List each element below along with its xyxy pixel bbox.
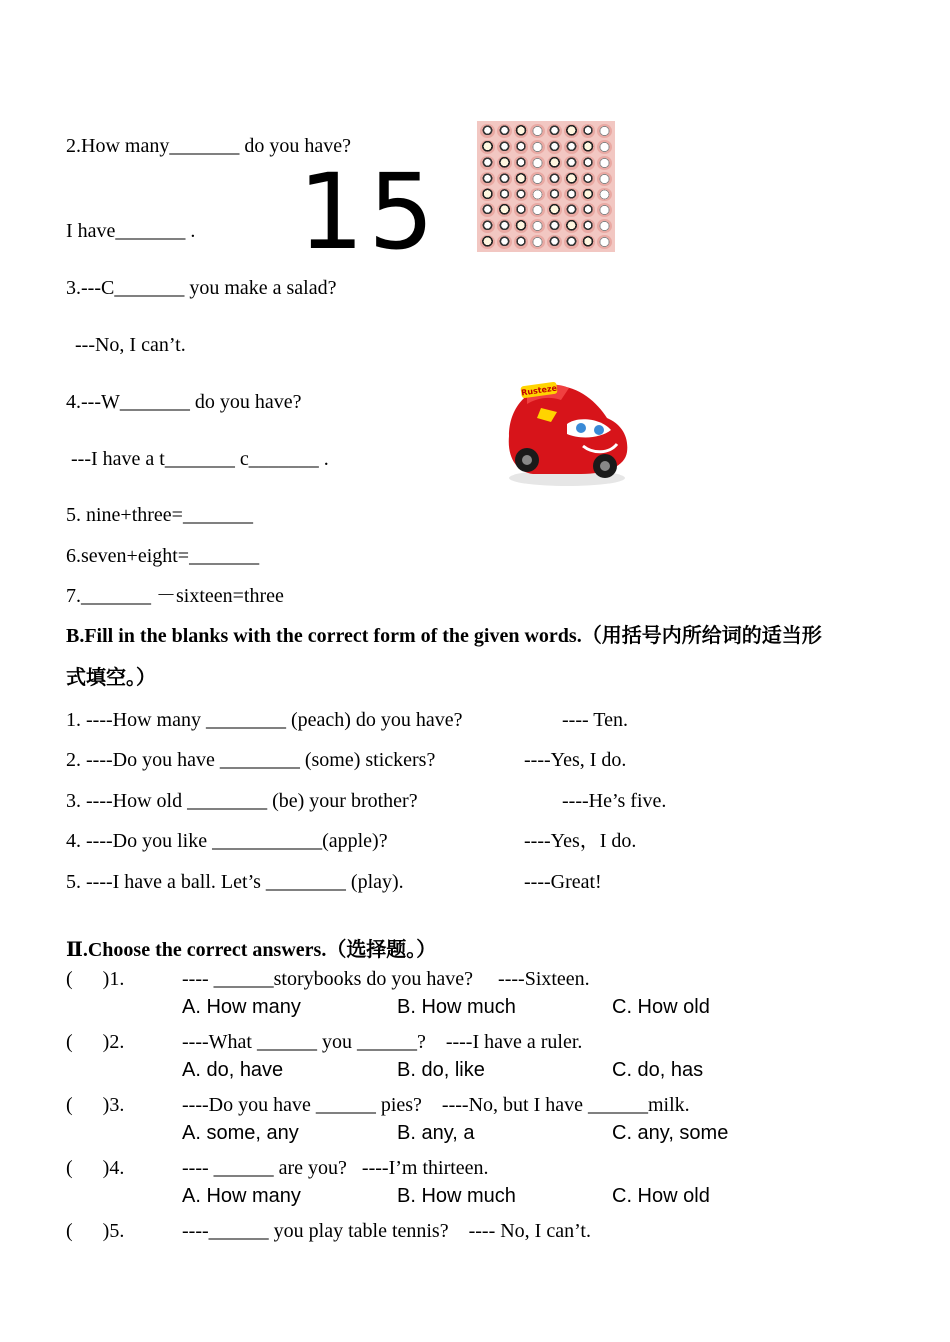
mc-question-4: ---- ______ are you? ----I’m thirteen. [182,1157,489,1179]
mc-option-4a: A. How many [182,1185,301,1207]
b-answer-1: ---- Ten. [562,709,628,731]
mc-number-1: ( )1. [66,968,125,990]
mc-question-3: ----Do you have ______ pies? ----No, but I have ______milk. [182,1094,690,1116]
question-3: 3.---C_______ you make a salad? [66,277,337,299]
toy-car-image [497,378,635,490]
mc-option-2c: C. do, has [612,1059,704,1081]
mc-option-3c: C. any, some [612,1122,729,1144]
mc-number-5: ( )5. [66,1220,125,1242]
b-answer-4: ----Yes，I do. [524,830,637,852]
b-answer-3: ----He’s five. [562,790,667,812]
b-question-1: 1. ----How many ________ (peach) do you have? [66,709,463,731]
mc-option-2a: A. do, have [182,1059,284,1081]
answer-2: I have_______ . [66,220,196,242]
mc-question-5: ----______ you play table tennis? ---- No, I can’t. [182,1220,591,1242]
answer-4: ---I have a t_______ c_______ . [71,448,329,470]
car-badge-text: Rusteze [520,383,558,398]
mc-option-1b: B. How much [397,996,516,1018]
mc-option-3b: B. any, a [397,1122,475,1144]
mc-option-4c: C. How old [612,1185,710,1207]
question-2: 2.How many_______ do you have? [66,135,351,157]
mc-question-1: ---- ______storybooks do you have? ----Sixteen. [182,968,590,990]
question-6: 6.seven+eight=_______ [66,545,260,567]
mc-number-4: ( )4. [66,1157,125,1179]
mc-option-4b: B. How much [397,1185,516,1207]
b-question-3: 3. ----How old ________ (be) your brother? [66,790,418,812]
mc-number-3: ( )3. [66,1094,125,1116]
b-answer-5: ----Great! [524,871,602,893]
section-b-heading-cont: 式填空。） [66,667,156,689]
number-15-image: 15 [298,151,439,273]
mc-option-1c: C. How old [612,996,710,1018]
mc-number-2: ( )2. [66,1031,125,1053]
mc-option-1a: A. How many [182,996,301,1018]
b-answer-2: ----Yes, I do. [524,749,627,771]
b-question-5: 5. ----I have a ball. Let’s ________ (play). [66,871,404,893]
b-question-4: 4. ----Do you like ___________(apple)? [66,830,388,852]
mc-question-2: ----What ______ you ______? ----I have a ruler. [182,1031,583,1053]
mc-option-3a: A. some, any [182,1122,299,1144]
answer-3: ---No, I can’t. [75,334,186,356]
sticker-sheet-image [477,121,615,252]
question-7: 7._______ －sixteen=three [66,585,284,607]
section-ii-heading: Ⅱ.Choose the correct answers.（选择题。） [66,939,437,961]
section-b-heading: B.Fill in the blanks with the correct form of the given words.（用括号内所给词的适当形 [66,625,822,647]
mc-option-2b: B. do, like [397,1059,485,1081]
question-4: 4.---W_______ do you have? [66,391,302,413]
b-question-2: 2. ----Do you have ________ (some) stickers? [66,749,436,771]
question-5: 5. nine+three=_______ [66,504,253,526]
